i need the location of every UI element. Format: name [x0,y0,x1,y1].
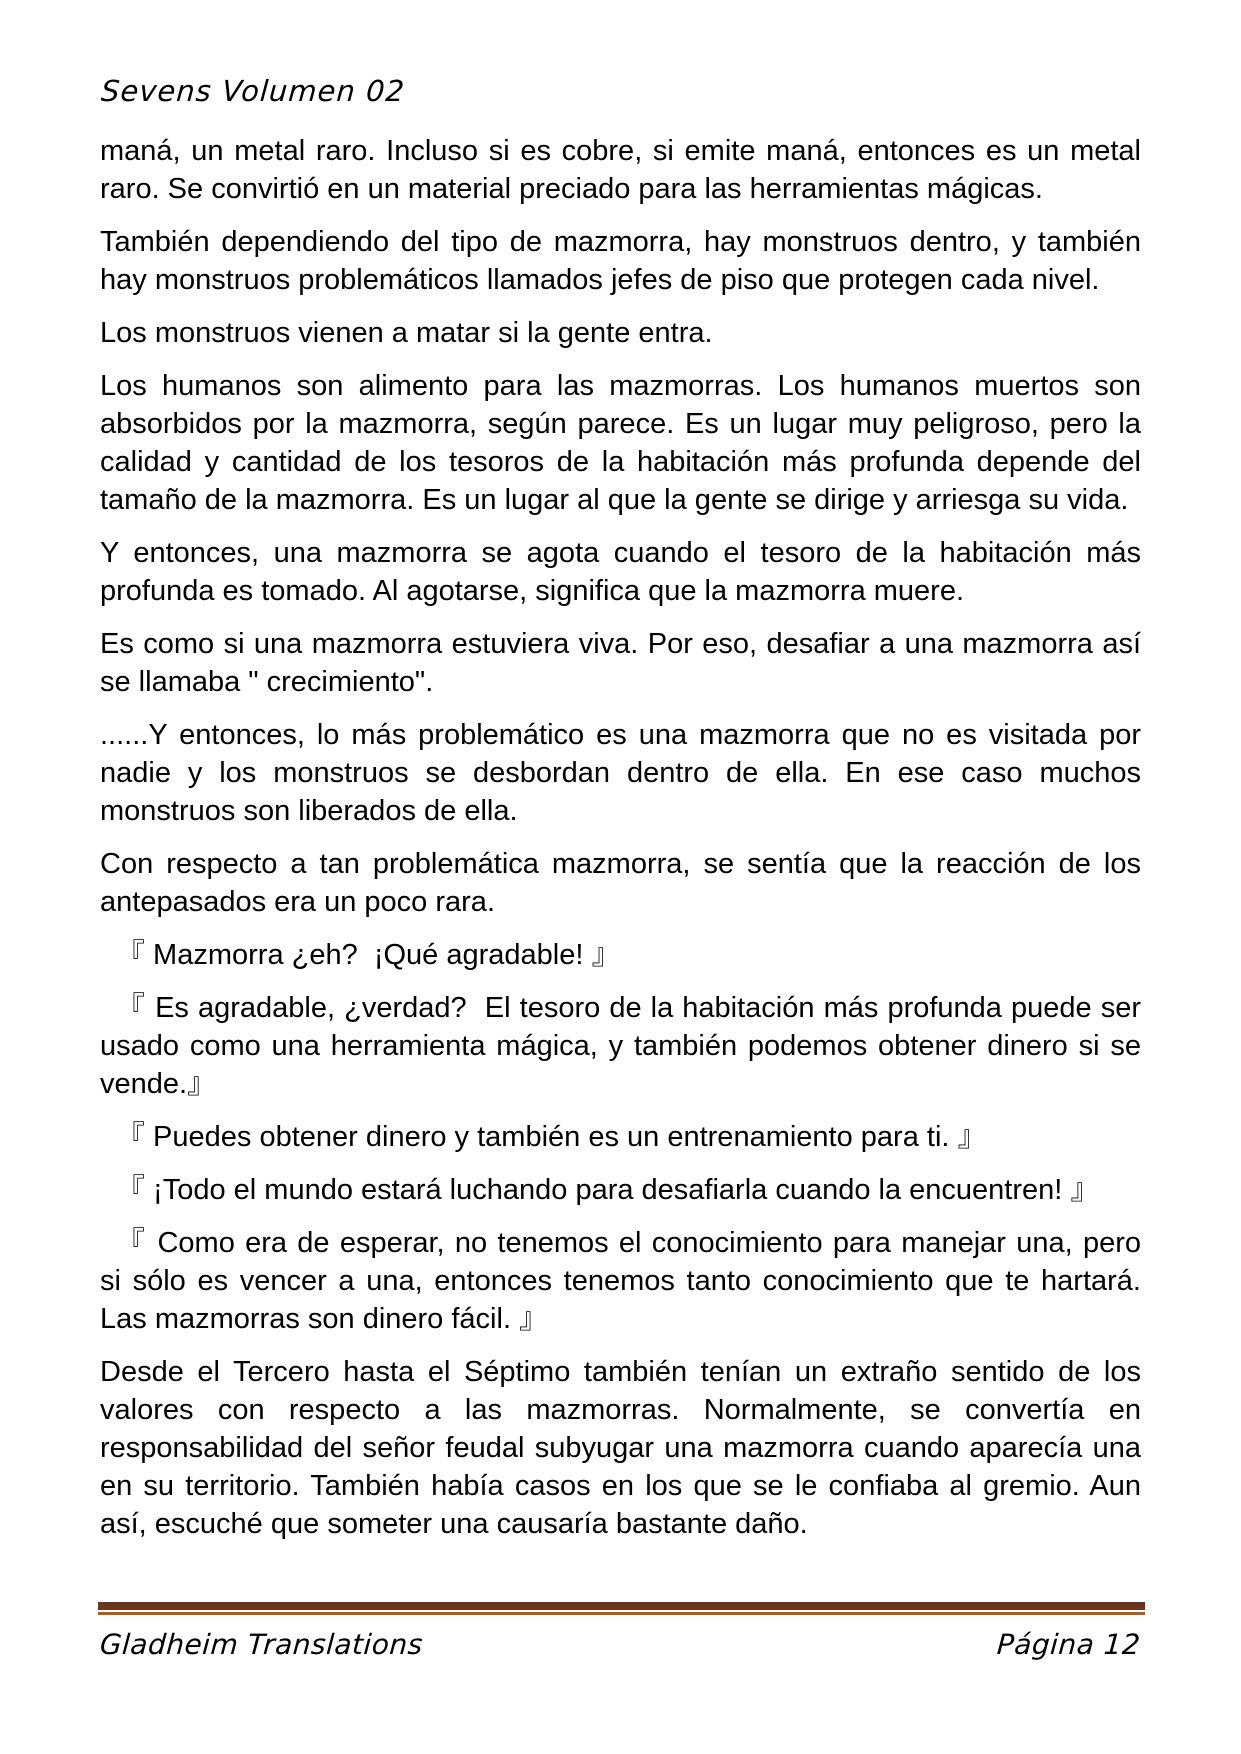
dialogue-paragraph: 『 ¡Todo el mundo estará luchando para desafiarla cuando la encuentren! 』 [116,1174,1100,1206]
footer-divider [98,1602,1145,1615]
page-footer [100,1628,1141,1661]
paragraph: Es como si una mazmorra estuviera viva. Por eso, desafiar a una mazmorra así se llamaba " crecimiento". [100,628,1150,698]
paragraph: Los monstruos vienen a matar si la gente entra. [100,317,713,349]
paragraph: Con respecto a tan problemática mazmorra, se sentía que la reacción de los antepasados era un poco rara. [100,848,1150,918]
paragraph: maná, un metal raro. Incluso si es cobre, si emite maná, entonces es un metal raro. Se convirtió en un material preciado para las herramientas mágicas. [100,135,1150,205]
paragraph: Los humanos son alimento para las mazmorras. Los humanos muertos son absorbidos por la mazmorra, según parece. Es un lugar muy peligroso, pero la calidad y cantidad de los tesoros de la habitación más profunda depende del tamaño de la mazmorra. Es un lugar al que la gente se dirige y arriesga su vida. [100,370,1150,516]
header-title: Sevens Volumen 02 [100,74,407,108]
dialogue-paragraph: 『 Como era de esperar, no tenemos el conocimiento para manejar una, pero si sólo es vencer a una, entonces tenemos tanto conocimiento que te hartará. Las mazmorras son dinero fácil. 』 [100,1227,1150,1335]
dialogue-paragraph: 『 Es agradable, ¿verdad? El tesoro de la habitación más profunda puede ser usado como una herramienta mágica, y también podemos obtener dinero si se vende.』 [100,992,1150,1100]
dialogue-paragraph: 『 Mazmorra ¿eh? ¡Qué agradable! 』 [116,939,621,971]
footer-page-number: Página 12 [996,1628,1143,1661]
paragraph: Y entonces, una mazmorra se agota cuando el tesoro de la habitación más profunda es tomado. Al agotarse, significa que la mazmorra muere. [100,537,1150,607]
paragraph: Desde el Tercero hasta el Séptimo también tenían un extraño sentido de los valores con respecto a las mazmorras. Normalmente, se convertía en responsabilidad del señor feudal subyugar una mazmorra cuando aparecía una en su territorio. También había casos en los que se le confiaba al gremio. Aun así, escuché que someter una causaría bastante daño. [100,1356,1150,1540]
paragraph: También dependiendo del tipo de mazmorra, hay monstruos dentro, y también hay monstruos problemáticos llamados jefes de piso que protegen cada nivel. [100,226,1150,296]
page-header [100,74,1143,108]
dialogue-paragraph: 『 Puedes obtener dinero y también es un entrenamiento para ti. 』 [116,1121,987,1153]
paragraph: ......Y entonces, lo más problemático es una mazmorra que no es visitada por nadie y los monstruos se desbordan dentro de ella. En ese caso muchos monstruos son liberados de ella. [100,719,1150,827]
document-body [100,132,1150,1558]
footer-translator-name: Gladheim Translations [98,1628,425,1661]
